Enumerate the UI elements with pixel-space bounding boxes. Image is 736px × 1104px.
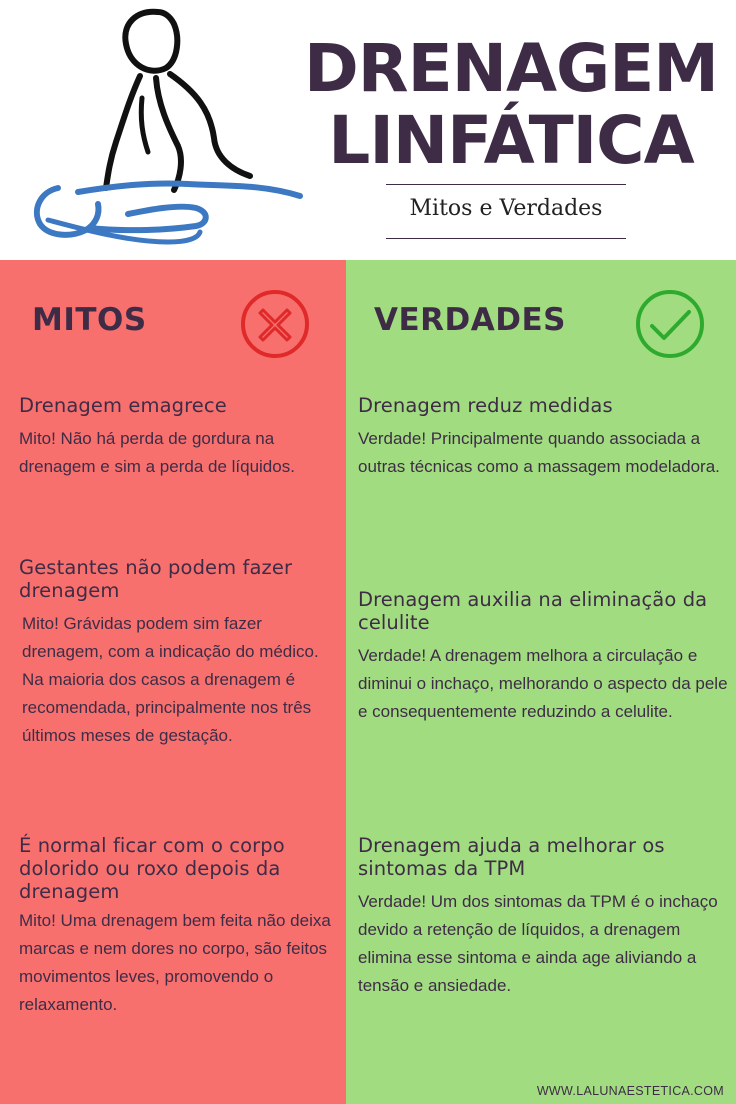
check-circle-icon <box>634 288 706 360</box>
truths-heading: VERDADES <box>374 302 566 338</box>
myth-item <box>19 834 341 1019</box>
myth-body: Mito! Grávidas podem sim fazer drenagem, com a indicação do médico. Na maioria dos casos a drenagem é recomendada, principalmente nos três últimos meses de gestação. <box>22 614 319 745</box>
header <box>0 0 736 260</box>
page-title-line1: DRENAGEM <box>304 30 718 107</box>
myth-body: Mito! Uma drenagem bem feita não deixa marcas e nem dores no corpo, são feitos movimentos leves, promovendo o relaxamento. <box>19 911 331 1014</box>
myth-title: Gestantes não podem fazer drenagem <box>19 556 293 602</box>
truth-body: Verdade! A drenagem melhora a circulação e diminui o inchaço, melhorando o aspecto da pele e consequentemente reduzindo a celulite. <box>358 646 728 721</box>
myth-title: É normal ficar com o corpo dolorido ou roxo depois da drenagem <box>19 834 285 903</box>
myths-heading: MITOS <box>32 302 147 338</box>
truth-title: Drenagem auxilia na eliminação da celulite <box>358 588 708 634</box>
myth-item <box>19 556 341 750</box>
truth-body: Verdade! Principalmente quando associada a outras técnicas como a massagem modeladora. <box>358 429 720 476</box>
massage-figure-icon <box>18 6 318 251</box>
myth-title: Drenagem emagrece <box>19 394 227 417</box>
truth-item <box>358 588 734 726</box>
page-subtitle: Mitos e Verdades <box>409 196 603 221</box>
website-link[interactable]: WWW.LALUNAESTETICA.COM <box>536 1084 724 1098</box>
truth-title: Drenagem ajuda a melhorar os sintomas da TPM <box>358 834 665 880</box>
divider <box>386 238 626 239</box>
truths-column <box>346 260 736 1104</box>
divider <box>386 184 626 185</box>
myths-column <box>0 260 346 1104</box>
page-title-line2: LINFÁTICA <box>328 102 694 179</box>
truth-item <box>358 394 734 481</box>
myth-item <box>19 394 341 481</box>
myth-body: Mito! Não há perda de gordura na drenagem e sim a perda de líquidos. <box>19 429 295 476</box>
truth-body: Verdade! Um dos sintomas da TPM é o inchaço devido a retenção de líquidos, a drenagem elimina esse sintoma e ainda age aliviando a tensão e ansiedade. <box>358 892 718 995</box>
truth-title: Drenagem reduz medidas <box>358 394 613 417</box>
truth-item <box>358 834 734 1000</box>
x-circle-icon <box>239 288 311 360</box>
